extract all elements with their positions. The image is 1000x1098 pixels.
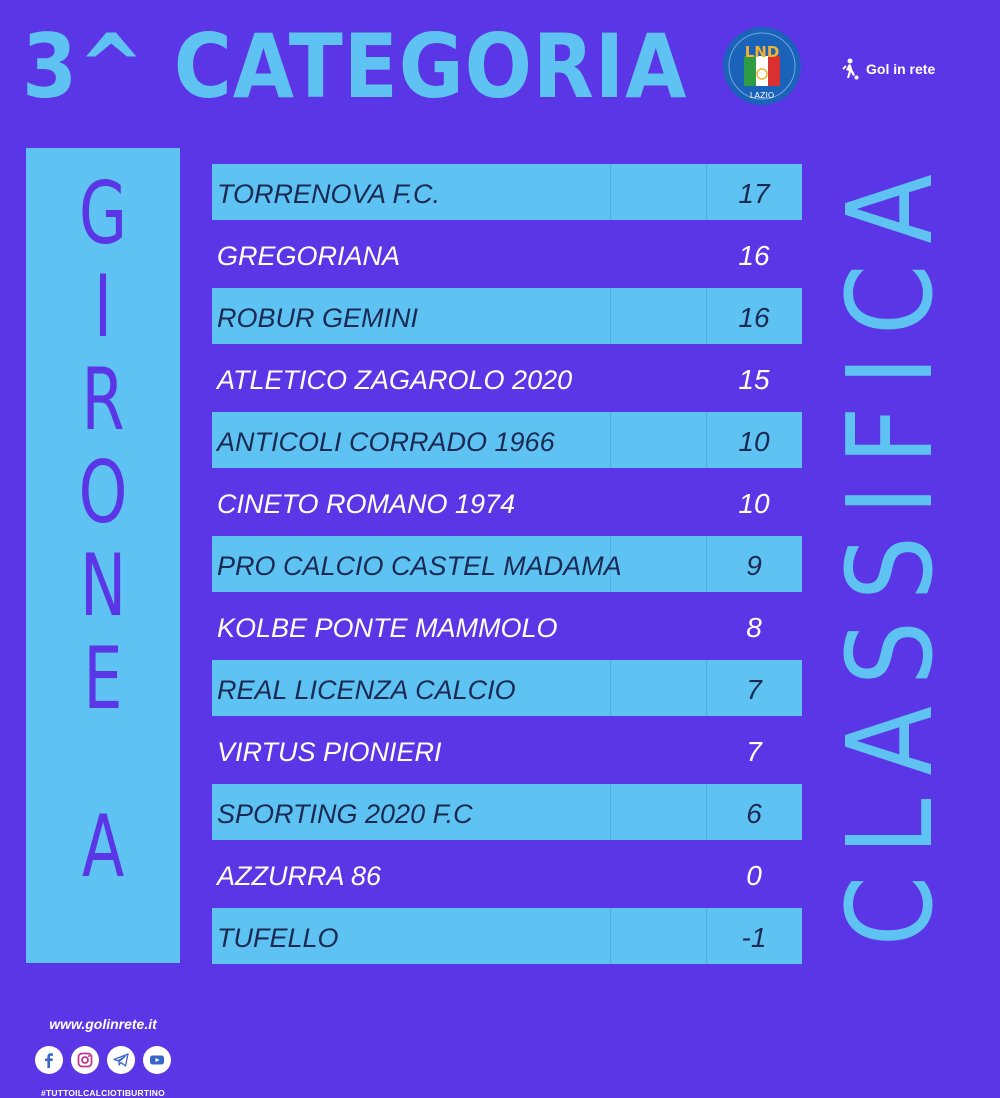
girone-panel [26,148,180,1098]
table-row [212,412,802,474]
facebook-icon[interactable] [35,1046,63,1074]
girone-letter: I [93,257,113,357]
team-points: 16 [738,302,770,333]
table-row [212,164,802,226]
team-points: 10 [738,426,770,457]
vertical-title [821,140,959,960]
website-link[interactable]: www.golinrete.it [49,1016,157,1032]
brand-name: Gol in rete [866,61,936,77]
team-name: VIRTUS PIONIERI [217,737,442,767]
team-name: KOLBE PONTE MAMMOLO [217,613,558,643]
table-row [212,660,802,722]
table-row [212,722,802,784]
standings-table [212,164,802,970]
girone-label [26,164,180,897]
girone-letter: G [79,164,127,264]
team-name: TUFELLO [217,923,339,953]
girone-letter: N [79,536,127,636]
youtube-icon[interactable] [143,1046,171,1074]
team-points: 7 [746,674,762,705]
team-points: 17 [738,178,770,209]
lnd-lazio-logo [722,26,802,106]
team-points: 7 [746,736,762,767]
team-name: AZZURRA 86 [217,861,382,891]
table-row [212,908,802,970]
team-points: -1 [741,922,767,953]
team-points: 0 [746,860,762,891]
page-title: 3^ CATEGORIA [22,15,688,118]
team-points: 15 [738,364,770,395]
team-points: 6 [746,798,762,829]
column-divider [610,288,611,344]
girone-letter: R [81,350,125,450]
team-points: 10 [738,488,770,519]
team-points: 9 [746,550,762,581]
table-row [212,784,802,846]
instagram-icon[interactable] [71,1046,99,1074]
team-name: CINETO ROMANO 1974 [217,489,516,519]
footballer-icon [838,58,860,80]
team-name: GREGORIANA [217,241,401,271]
column-divider [610,908,611,964]
team-name: PRO CALCIO CASTEL MADAMA [217,551,622,581]
column-divider [610,412,611,468]
girone-letter: E [83,629,123,729]
column-divider [610,784,611,840]
team-name: ANTICOLI CORRADO 1966 [217,427,555,457]
table-row [212,474,802,536]
logo-bottom-text: LAZIO [749,91,775,100]
table-row [212,598,802,660]
telegram-icon[interactable] [107,1046,135,1074]
girone-group-letter: A [81,797,125,897]
table-row [212,226,802,288]
brand [838,58,935,80]
hashtag: #TUTTOILCALCIOTIBURTINO [41,1088,165,1098]
logo-top-text: LND [744,43,780,61]
classifica-label: CLASSIFICA [821,153,959,947]
social-links [26,1046,180,1074]
column-divider [610,164,611,220]
table-row [212,288,802,350]
column-divider [610,660,611,716]
team-name: TORRENOVA F.C. [217,179,441,209]
team-points: 16 [738,240,770,271]
team-points: 8 [746,612,762,643]
team-name: ATLETICO ZAGAROLO 2020 [217,365,573,395]
girone-letter: O [78,443,128,543]
table-row [212,536,802,598]
table-row [212,350,802,412]
team-name: ROBUR GEMINI [217,303,419,333]
team-name: SPORTING 2020 F.C [217,799,473,829]
table-row [212,846,802,908]
team-name: REAL LICENZA CALCIO [217,675,516,705]
